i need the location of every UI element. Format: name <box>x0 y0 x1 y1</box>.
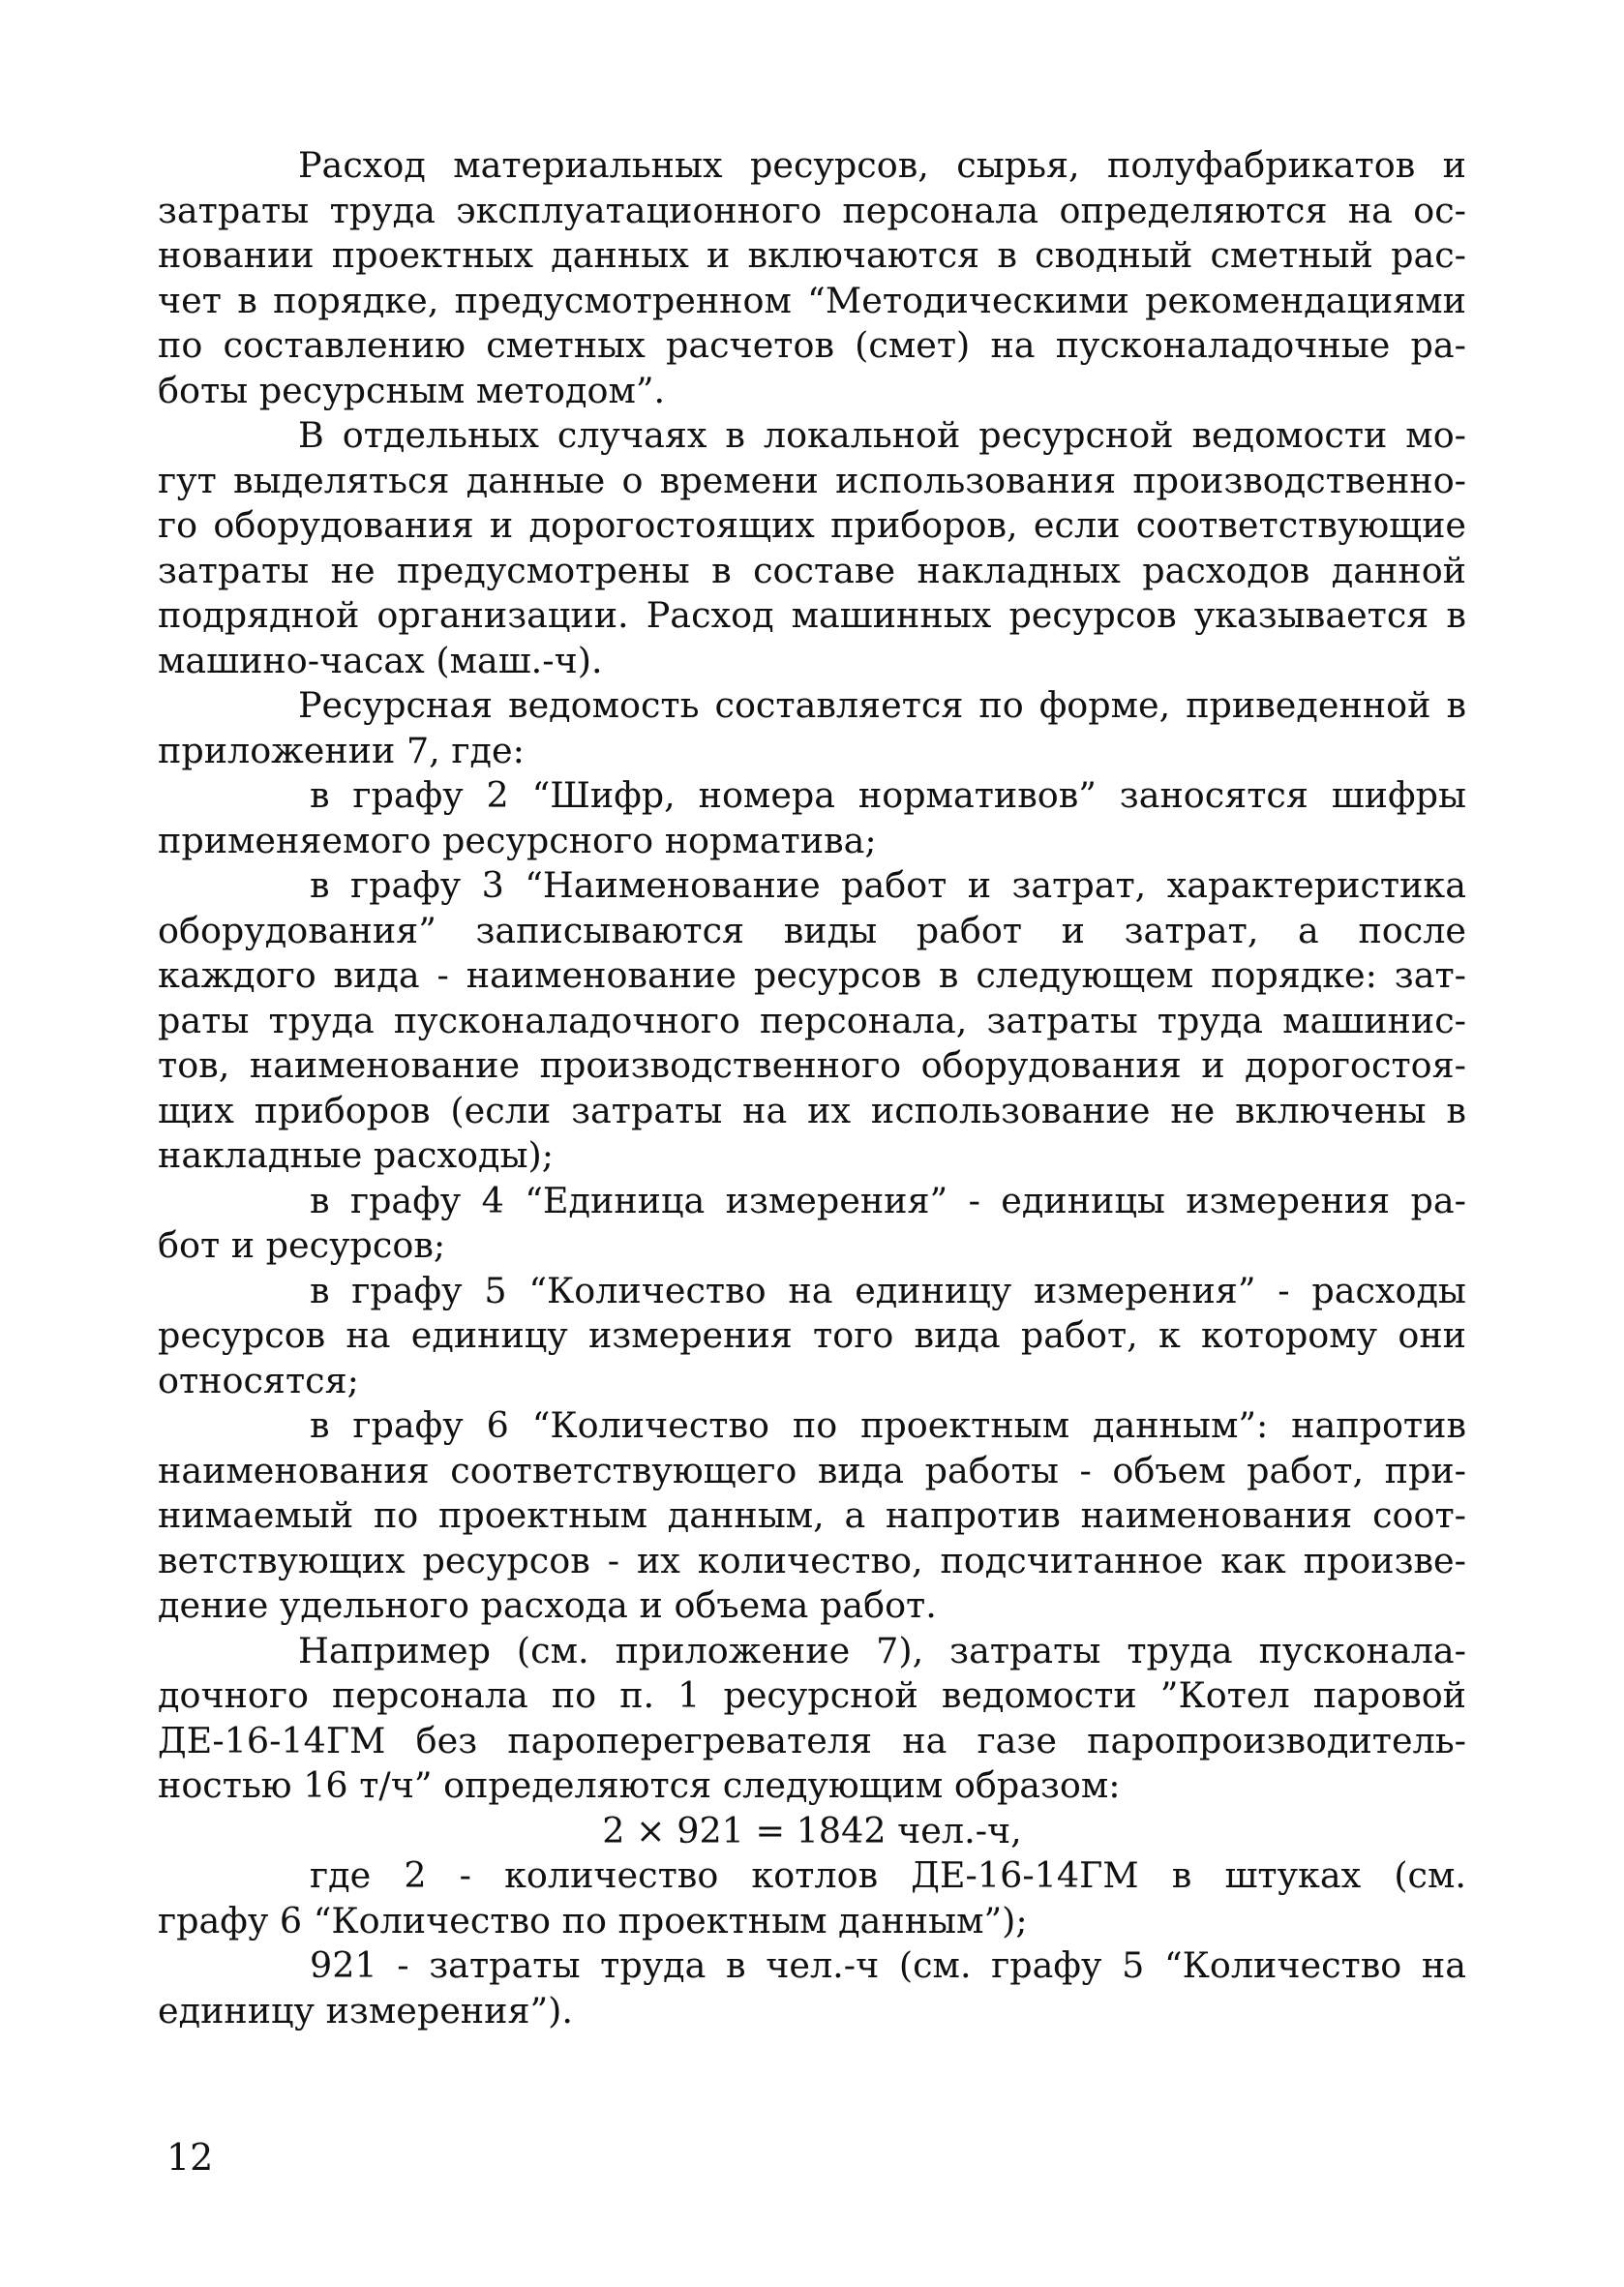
text-line: приложении 7, где: <box>158 729 525 771</box>
text-line: Расход материальных ресурсов, сырья, полуфабрикатов и <box>298 144 1466 186</box>
page-number: 12 <box>166 2136 214 2179</box>
text-line: в графу 5 “Количество на единицу измерения” - расходы <box>310 1269 1466 1311</box>
text-line: оборудования” записываются виды работ и затрат, а после <box>158 909 1466 951</box>
text-line: в графу 6 “Количество по проектным данным”: напротив <box>310 1404 1466 1446</box>
text-line: в графу 2 “Шифр, номера нормативов” заносятся шифры <box>310 774 1466 816</box>
text-line: тов, наименование производственного оборудования и дорогостоя- <box>158 1044 1466 1086</box>
paragraph <box>158 143 1466 413</box>
paragraph <box>158 1403 1466 1629</box>
text-line: новании проектных данных и включаются в сводный сметный рас- <box>158 234 1466 276</box>
text-line: затраты не предусмотрены в составе накладных расходов данной <box>158 549 1466 591</box>
text-line: го оборудования и дорогостоящих приборов, если соответствующие <box>158 504 1466 546</box>
text-line: в графу 4 “Единица измерения” - единицы измерения ра- <box>310 1179 1466 1221</box>
text-line: гут выделяться данные о времени использования производственно- <box>158 459 1466 501</box>
text-line: ДЕ-16-14ГМ без пароперегревателя на газе паропроизводитель- <box>158 1719 1466 1761</box>
text-line: раты труда пусконаладочного персонала, затраты труда машинис- <box>158 999 1466 1041</box>
text-line: ностью 16 т/ч” определяются следующим образом: <box>158 1764 1121 1806</box>
text-line: где 2 - количество котлов ДЕ-16-14ГМ в штуках (см. <box>310 1854 1466 1896</box>
paragraph <box>158 683 1466 773</box>
text-line: боты ресурсным методом”. <box>158 369 666 411</box>
text-line: затраты труда эксплуатационного персонала определяются на ос- <box>158 189 1466 231</box>
paragraph <box>158 1179 1466 1269</box>
text-line: дение удельного расхода и объема работ. <box>158 1584 937 1626</box>
paragraph <box>158 1943 1466 2033</box>
text-line: чет в порядке, предусмотренном “Методическими рекомендациями <box>158 279 1466 321</box>
text-line: щих приборов (если затраты на их использование не включены в <box>158 1089 1466 1131</box>
text-line: подрядной организации. Расход машинных ресурсов указывается в <box>158 594 1466 636</box>
text-line: ветствующих ресурсов - их количество, подсчитанное как произве- <box>158 1539 1466 1581</box>
text-line: бот и ресурсов; <box>158 1224 446 1266</box>
text-line: относятся; <box>158 1359 359 1401</box>
paragraph <box>158 863 1466 1179</box>
text-line: в графу 3 “Наименование работ и затрат, характеристика <box>310 864 1466 906</box>
text-line: накладные расходы); <box>158 1134 555 1176</box>
text-line: нимаемый по проектным данным, а напротив наименования соот- <box>158 1494 1466 1536</box>
text-line: по составлению сметных расчетов (смет) на пусконаладочные ра- <box>158 324 1466 366</box>
body-text <box>158 143 1466 2033</box>
paragraph <box>158 1269 1466 1404</box>
text-line: Ресурсная ведомость составляется по форме, приведенной в <box>298 684 1466 726</box>
text-line: графу 6 “Количество по проектным данным”); <box>158 1899 1028 1941</box>
text-line: В отдельных случаях в локальной ресурсной ведомости мо- <box>298 414 1466 456</box>
text-line: 921 - затраты труда в чел.-ч (см. графу 5 “Количество на <box>310 1944 1466 1986</box>
text-line: единицу измерения”). <box>158 1989 573 2031</box>
text-line: дочного персонала по п. 1 ресурсной ведомости ”Котел паровой <box>158 1674 1466 1716</box>
text-line: Например (см. приложение 7), затраты труда пусконала- <box>298 1629 1466 1671</box>
text-line: наименования соответствующего вида работы - объем работ, при- <box>158 1449 1466 1491</box>
text-line: каждого вида - наименование ресурсов в следующем порядке: зат- <box>158 954 1466 996</box>
text-line: применяемого ресурсного норматива; <box>158 819 877 861</box>
paragraph <box>158 1629 1466 1809</box>
paragraph <box>158 413 1466 683</box>
formula-line: 2 × 921 = 1842 чел.-ч, <box>602 1809 1022 1851</box>
paragraph <box>158 1853 1466 1943</box>
text-line: машино-часах (маш.-ч). <box>158 639 603 681</box>
paragraph <box>158 773 1466 863</box>
text-line: ресурсов на единицу измерения того вида работ, к которому они <box>158 1314 1466 1356</box>
